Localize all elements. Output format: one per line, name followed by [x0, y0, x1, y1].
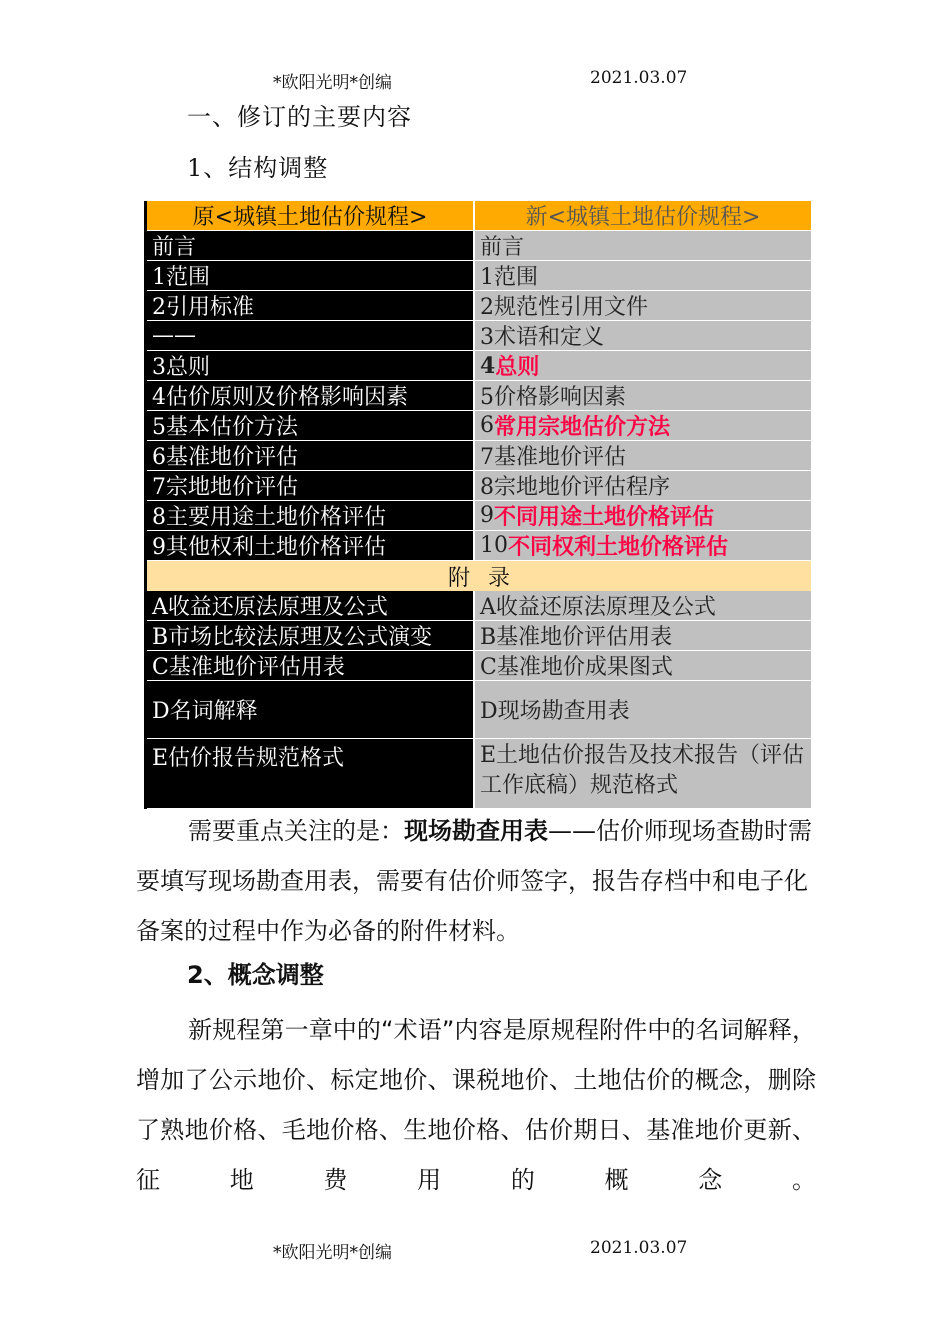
cell-new: C基准地价成果图式 [475, 651, 811, 681]
cell-old: 7宗地地价评估 [147, 471, 475, 501]
paragraph-emphasis: 现场勘查用表 [404, 817, 548, 845]
cell-old: 前言 [147, 231, 475, 261]
paragraph-lead: 需要重点关注的是： [188, 817, 404, 845]
cell-new [475, 501, 811, 531]
cell-old: A收益还原法原理及公式 [147, 591, 475, 621]
cell-new-highlight: 不同权利土地价格评估 [508, 534, 729, 560]
cell-new-number: 6 [480, 413, 494, 438]
table-row [147, 501, 811, 531]
cell-new-highlight: 总则 [495, 354, 540, 380]
cell-old: 5基本估价方法 [147, 411, 475, 441]
table-row [147, 681, 811, 739]
section-heading: 一、修订的主要内容 [187, 103, 412, 131]
cell-new-highlight: 常用宗地估价方法 [494, 414, 671, 440]
cell-new: 1范围 [475, 261, 811, 291]
table-row [147, 531, 811, 561]
col-header-old: 原<城镇土地估价规程> [147, 201, 475, 231]
cell-old: C基准地价评估用表 [147, 651, 475, 681]
cell-old: 8主要用途土地价格评估 [147, 501, 475, 531]
cell-old: B市场比较法原理及公式演变 [147, 621, 475, 651]
table-row [147, 471, 811, 501]
cell-new-number: 4 [480, 352, 496, 379]
subsection-heading: 1、结构调整 [187, 154, 329, 182]
cell-old: 2引用标准 [147, 291, 475, 321]
paragraph-rest: ——估价师现场查勘时需要填写现场勘查用表，需要有估价师签字，报告存档中和电子化备案的过程中作为必备的附件材料。 [136, 817, 812, 945]
table-row [147, 651, 811, 681]
cell-new: A收益还原法原理及公式 [475, 591, 811, 621]
cell-new-number: 9 [480, 503, 494, 528]
cell-new: 8宗地地价评估程序 [475, 471, 811, 501]
table-header-row [147, 201, 811, 231]
table-row [147, 441, 811, 471]
table-row [147, 591, 811, 621]
cell-old: 9其他权利土地价格评估 [147, 531, 475, 561]
table-row [147, 621, 811, 651]
table-row [147, 291, 811, 321]
cell-old: 3总则 [147, 351, 475, 381]
cell-old: —— [147, 321, 475, 351]
table-row [147, 381, 811, 411]
cell-new: E土地估价报告及技术报告（评估工作底稿）规范格式 [475, 739, 811, 809]
cell-new-highlight: 不同用途土地价格评估 [494, 504, 715, 530]
header-author: *欧阳光明*创编 [273, 73, 392, 93]
table-row [147, 351, 811, 381]
footer-date: 2021.03.07 [590, 1238, 688, 1258]
cell-new [475, 351, 811, 381]
cell-old: 6基准地价评估 [147, 441, 475, 471]
cell-new-number: 10 [480, 533, 508, 558]
comparison-table [144, 201, 811, 809]
table-row [147, 261, 811, 291]
cell-old: D名词解释 [147, 681, 475, 739]
cell-new: 3术语和定义 [475, 321, 811, 351]
cell-new: D现场勘查用表 [475, 681, 811, 739]
cell-new: B基准地价评估用表 [475, 621, 811, 651]
table-row [147, 231, 811, 261]
subsection-heading-2: 2、概念调整 [187, 961, 324, 989]
cell-new: 5价格影响因素 [475, 381, 811, 411]
appendix-label: 附录 [147, 561, 811, 591]
appendix-row [147, 561, 811, 591]
cell-new: 7基准地价评估 [475, 441, 811, 471]
cell-new: 前言 [475, 231, 811, 261]
cell-new [475, 411, 811, 441]
footer-author: *欧阳光明*创编 [273, 1243, 392, 1263]
table-row [147, 321, 811, 351]
paragraph-focus [136, 806, 816, 956]
paragraph-concepts [136, 1005, 816, 1205]
cell-old: 4估价原则及价格影响因素 [147, 381, 475, 411]
cell-old: 1范围 [147, 261, 475, 291]
paragraph-text: 新规程第一章中的“术语”内容是原规程附件中的名词解释，增加了公示地价、标定地价、课税地价、土地估价的概念，删除了熟地价格、毛地价格、生地价格、估价期日、基准地价更新、征地费用的概念。 [136, 1016, 816, 1194]
cell-new [475, 531, 811, 561]
table-row [147, 411, 811, 441]
cell-new: 2规范性引用文件 [475, 291, 811, 321]
header-date: 2021.03.07 [590, 68, 688, 88]
cell-old: E估价报告规范格式 [147, 739, 475, 809]
table-row [147, 739, 811, 809]
col-header-new: 新<城镇土地估价规程> [475, 201, 811, 231]
